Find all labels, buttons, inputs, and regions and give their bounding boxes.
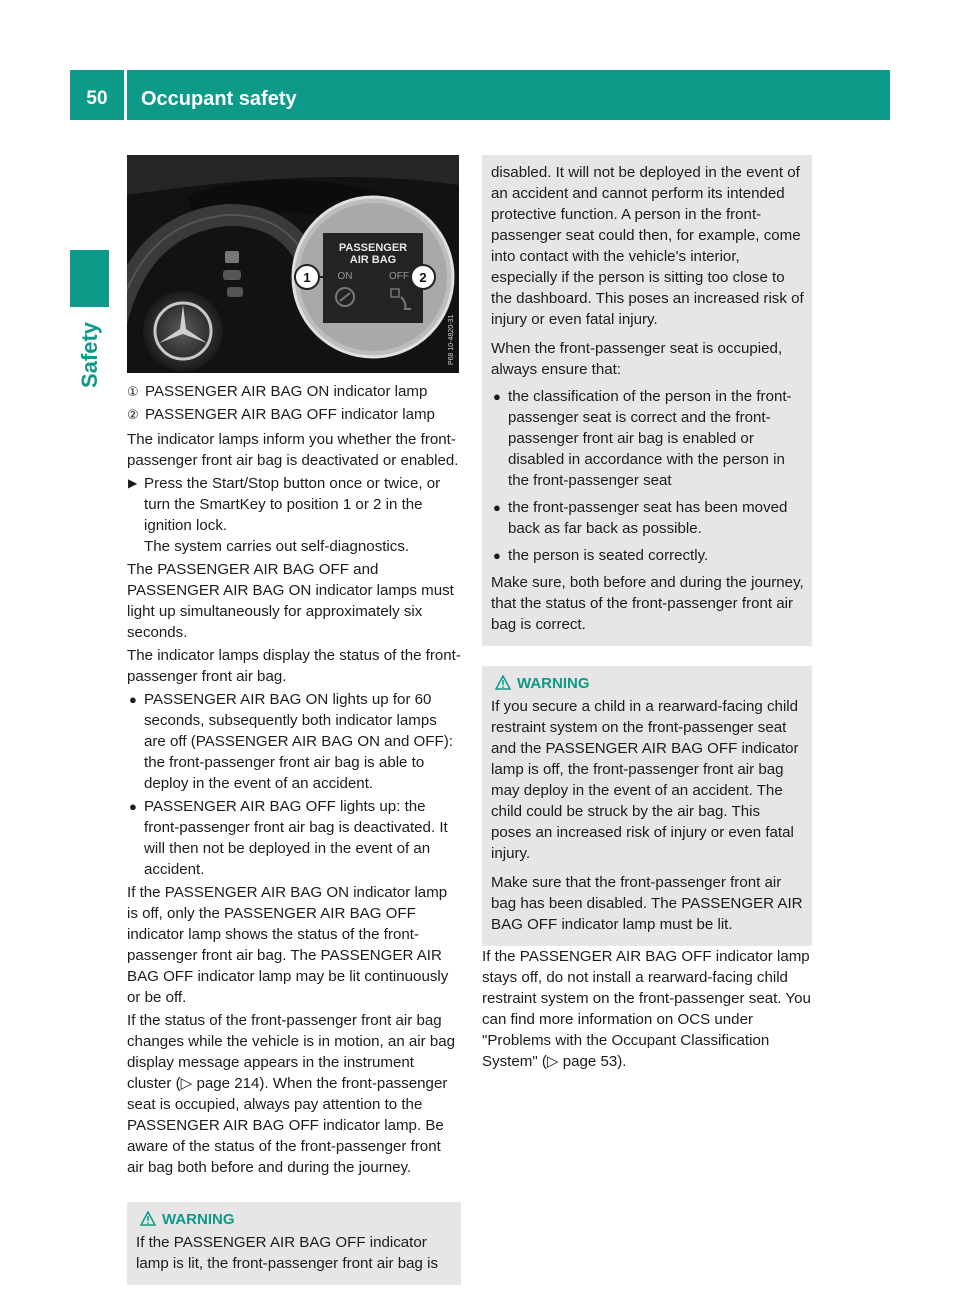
status-paragraph: The indicator lamps display the status of the front-passenger front air bag.	[127, 647, 461, 685]
off-label: OFF	[389, 271, 409, 282]
action-step-text: Press the Start/Stop button once or twice, or turn the SmartKey to position 1 or 2 in the ignition lock.	[144, 475, 441, 534]
warning-continued-text: disabled. It will not be deployed in the event of an accident and cannot perform its intended protective function. A person in the front-passenger seat could then, for example, come into contact with the vehicle's interior, especially if the person is sitting too close to the dashboard. This poses an increased risk of injury or even fatal injury.	[491, 164, 804, 328]
list-item	[491, 386, 804, 491]
action-step	[127, 473, 461, 557]
list-item-text: the classification of the person in the front-passenger seat is correct and the front-passenger front air bag is enabled or disabled in accordance with the person in the front-passenger seat	[508, 388, 792, 489]
action-step-result: The system carries out self-diagnostics.	[144, 538, 410, 555]
warning-triangle-icon	[495, 675, 511, 690]
list-item-text: PASSENGER AIR BAG ON lights up for 60 seconds, subsequently both indicator lamps are off (PASSENGER AIR BAG ON and OFF): the front-passenger front air bag is able to deploy in the event of an accident.	[144, 691, 453, 792]
action-arrow-icon: ▶	[128, 476, 138, 490]
legend-number-2: ②	[127, 407, 139, 422]
bullet-icon: ●	[493, 500, 501, 515]
page-number: 50	[86, 88, 108, 109]
warning-triangle-icon	[140, 1211, 156, 1226]
legend-item-1	[127, 381, 461, 402]
warning-heading	[136, 1209, 453, 1230]
warning-ensure-paragraph: When the front-passenger seat is occupied, always ensure that:	[491, 340, 783, 378]
bullet-icon: ●	[129, 692, 137, 707]
warning-text: If you secure a child in a rearward-facing child restraint system on the front-passenger seat and the PASSENGER AIR BAG OFF indicator lamp is off, the front-passenger front air bag may deploy in the event of an accident. The child could be struck by the air bag. This poses an increased risk of injury or even fatal injury.	[491, 698, 799, 862]
warning-heading	[491, 673, 804, 694]
callout-1: 1	[303, 270, 311, 285]
section-tab-block	[70, 250, 109, 307]
dashboard-photo	[127, 155, 459, 373]
warning-box	[127, 1202, 461, 1285]
list-item-text: PASSENGER AIR BAG OFF lights up: the front-passenger front air bag is deactivated. It will then not be deployed in the event of an accident.	[144, 798, 448, 878]
legend-text-2: PASSENGER AIR BAG OFF indicator lamp	[145, 406, 435, 423]
legend-item-2	[127, 404, 461, 425]
left-column	[127, 155, 461, 1285]
list-item	[127, 689, 461, 794]
warning-instruction: Make sure that the front-passenger front air bag has been disabled. The PASSENGER AIR BAG OFF indicator lamp must be lit.	[491, 874, 803, 933]
section-tab-label: Safety	[77, 321, 102, 388]
ocs-paragraph: If the PASSENGER AIR BAG OFF indicator lamp stays off, do not install a rearward-facing child restraint system on the front-passenger seat. You can find more information on OCS under "Problems with the Occupant Classification System" (▷ page 53).	[482, 948, 811, 1070]
figure-code: P68 10-4820-31	[448, 314, 455, 365]
on-label: ON	[337, 271, 353, 282]
legend-text-1: PASSENGER AIR BAG ON indicator lamp	[145, 383, 428, 400]
callout-2: 2	[419, 270, 427, 285]
bullet-icon: ●	[129, 799, 137, 814]
list-item	[491, 497, 804, 539]
intro-paragraph: The indicator lamps inform you whether the front-passenger front air bag is deactivated or enabled.	[127, 431, 459, 469]
warning-box	[482, 666, 812, 946]
right-column	[482, 155, 812, 1074]
warning-title: WARNING	[162, 1211, 235, 1228]
list-item-text: the front-passenger seat has been moved back as far back as possible.	[508, 499, 788, 537]
list-item	[127, 796, 461, 880]
on-lamp-off-paragraph: If the PASSENGER AIR BAG ON indicator lamp is off, only the PASSENGER AIR BAG OFF indicator lamp shows the status of the front-passenger front air bag. The PASSENGER AIR BAG OFF indicator lamp may be lit continuously or be off.	[127, 884, 449, 1006]
bullet-icon: ●	[493, 548, 501, 563]
warning-text: If the PASSENGER AIR BAG OFF indicator lamp is lit, the front-passenger front air bag is	[136, 1234, 439, 1272]
bullet-icon: ●	[493, 389, 501, 404]
list-item-text: the person is seated correctly.	[508, 547, 709, 564]
dashboard-illustration	[127, 155, 459, 373]
panel-title-line2: AIR BAG	[349, 254, 397, 266]
warning-title: WARNING	[517, 675, 590, 692]
warning-box-continued	[482, 155, 812, 646]
panel-title-line1: PASSENGER	[338, 242, 408, 254]
page-title: Occupant safety	[141, 88, 297, 110]
warning-journey-paragraph: Make sure, both before and during the journey, that the status of the front-passenger front air bag is correct.	[491, 574, 804, 633]
list-item	[491, 545, 804, 566]
status-change-paragraph: If the status of the front-passenger front air bag changes while the vehicle is in motion, an air bag display message appears in the instrument cluster (▷ page 214). When the front-passenger seat is occupied, always pay attention to the PASSENGER AIR BAG OFF indicator lamp. Be aware of the status of the front-passenger front air bag both before and during the journey.	[127, 1012, 456, 1176]
self-test-paragraph: The PASSENGER AIR BAG OFF and PASSENGER AIR BAG ON indicator lamps must light up simultaneously for approximately six seconds.	[127, 561, 454, 641]
header-separator	[124, 70, 127, 120]
legend-number-1: ①	[127, 384, 139, 399]
